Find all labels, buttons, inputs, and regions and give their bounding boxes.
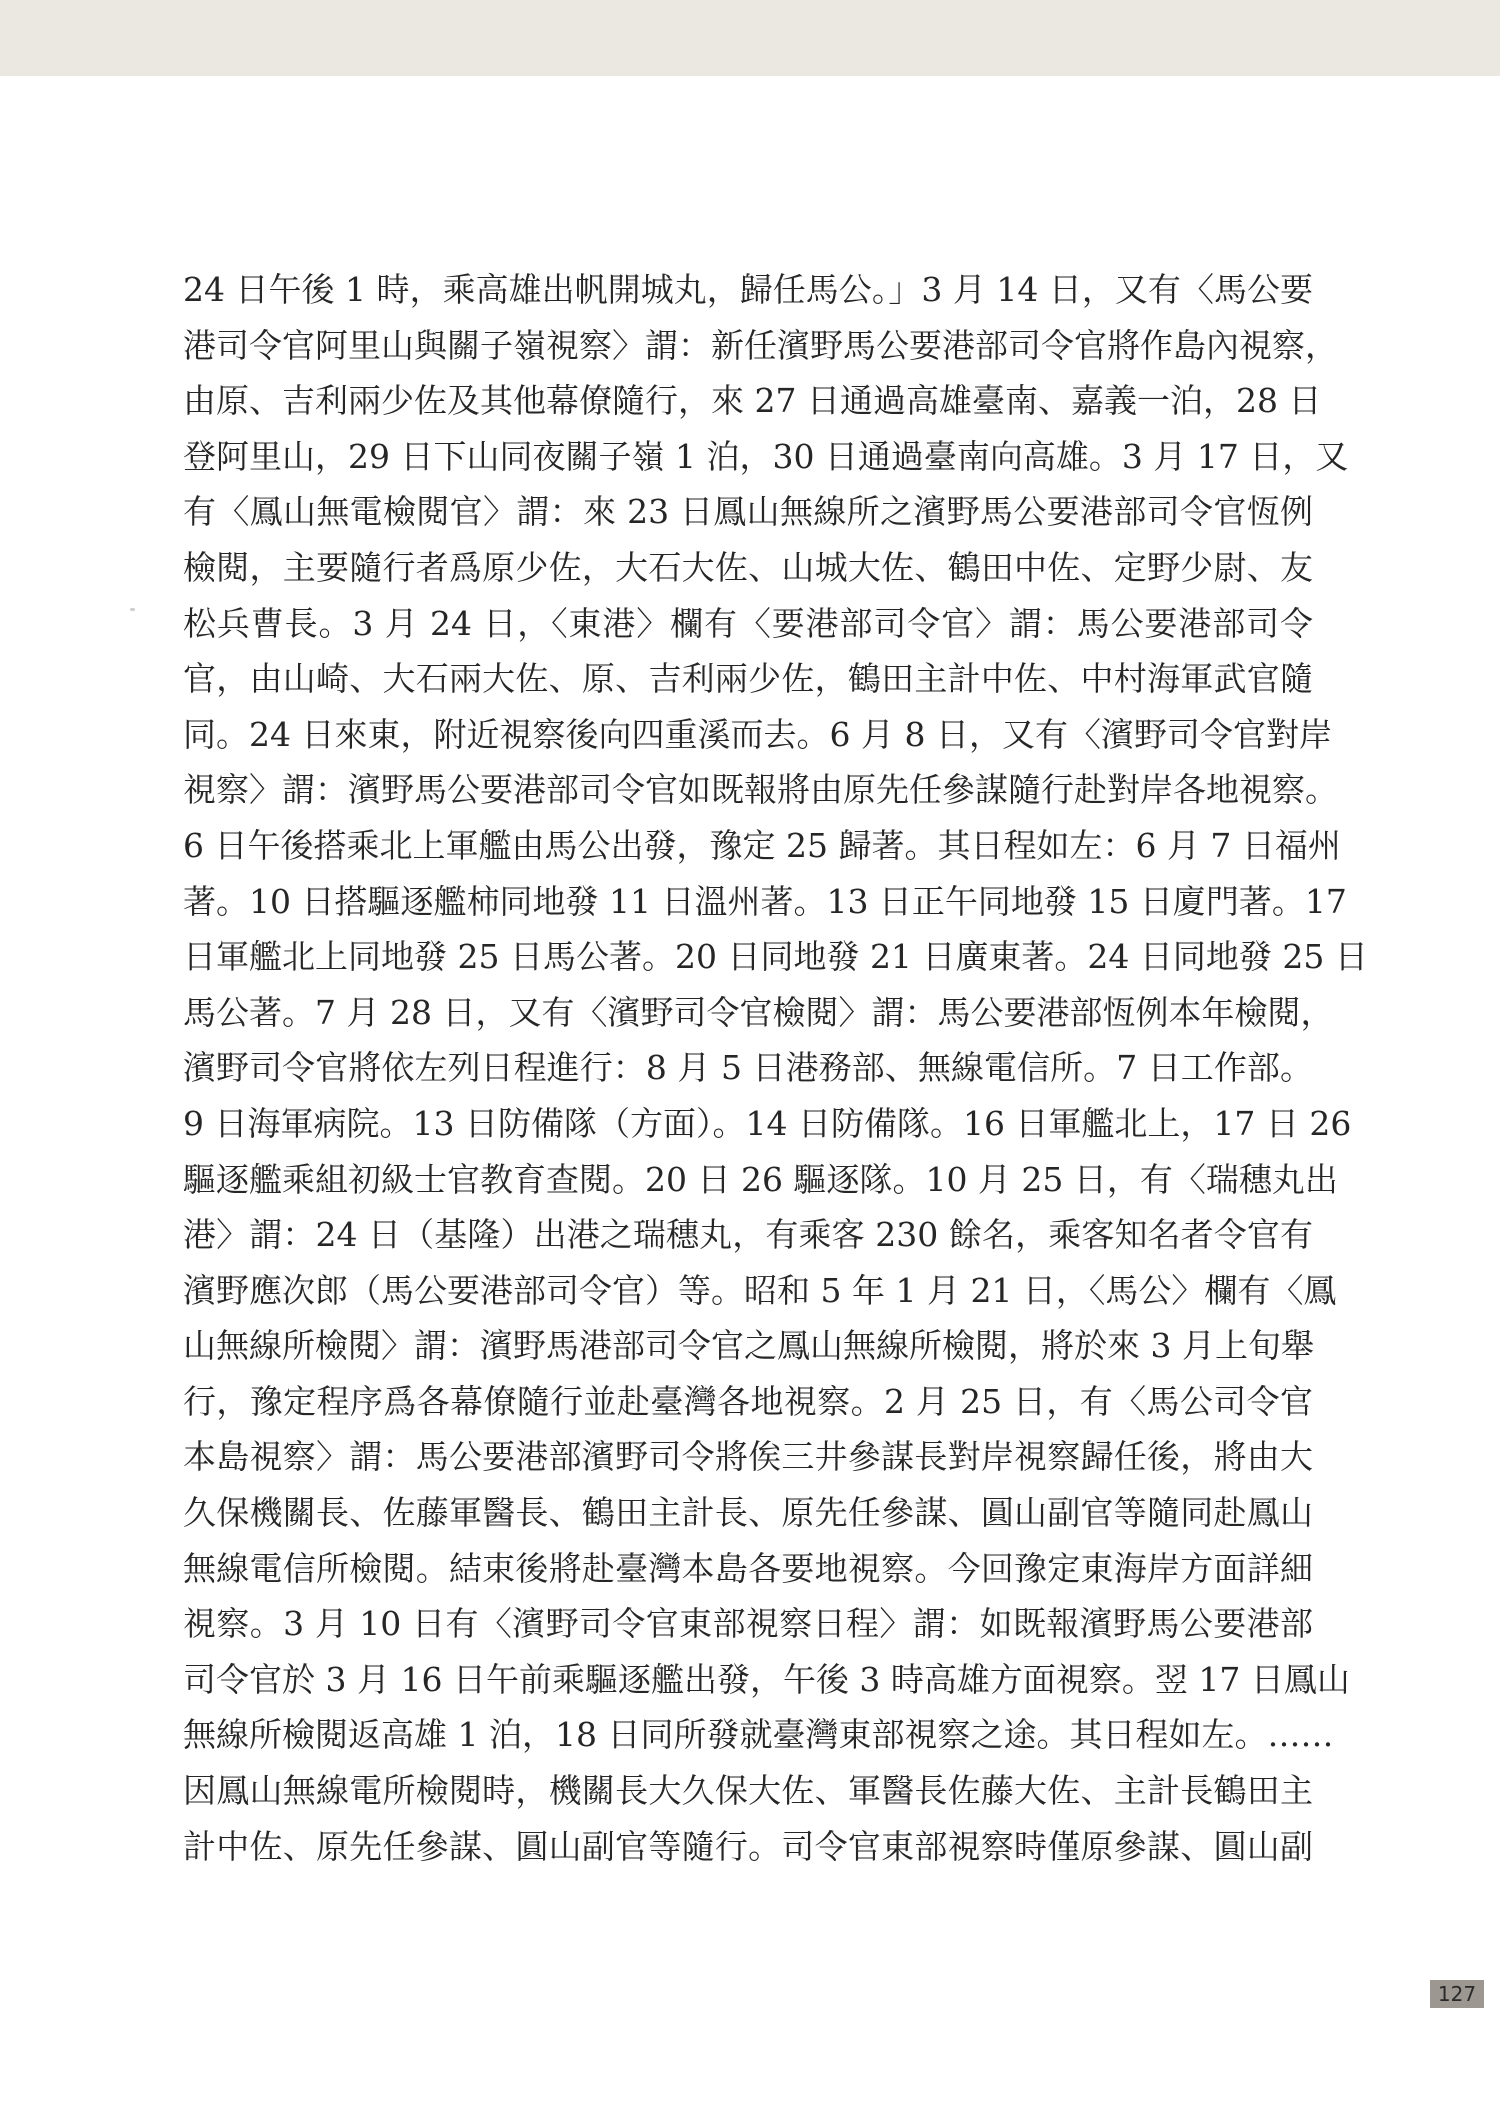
text-line: 著。10 日搭驅逐艦柿同地發 11 日溫州著。13 日正午同地發 15 日廈門著。17	[183, 881, 1347, 921]
text-line: 港〉謂：24 日（基隆）出港之瑞穗丸，有乘客 230 餘名，乘客知名者令官有	[183, 1215, 1313, 1255]
text-line: 官，由山崎、大石兩大佐、原、吉利兩少佐，鶴田主計中佐、中村海軍武官隨	[183, 659, 1313, 699]
page-number: 127	[1430, 1980, 1484, 2008]
text-line: 有〈鳳山無電檢閱官〉謂：來 23 日鳳山無線所之濱野馬公要港部司令官恆例	[183, 492, 1313, 532]
text-line: 視察。3 月 10 日有〈濱野司令官東部視察日程〉謂：如既報濱野馬公要港部	[183, 1604, 1313, 1644]
text-line: 松兵曹長。3 月 24 日，〈東港〉欄有〈要港部司令官〉謂：馬公要港部司令	[183, 603, 1313, 643]
text-line: 計中佐、原先任參謀、圓山副官等隨行。司令官東部視察時僅原參謀、圓山副	[183, 1826, 1313, 1866]
text-line: 日軍艦北上同地發 25 日馬公著。20 日同地發 21 日廣東著。24 日同地發 25 日	[183, 937, 1368, 977]
text-line: 驅逐艦乘組初級士官教育查閱。20 日 26 驅逐隊。10 月 25 日，有〈瑞穗丸出	[183, 1159, 1338, 1199]
text-line: 馬公著。7 月 28 日，又有〈濱野司令官檢閱〉謂：馬公要港部恆例本年檢閱，	[183, 992, 1334, 1032]
text-line: 由原、吉利兩少佐及其他幕僚隨行，來 27 日通過高雄臺南、嘉義一泊，28 日	[183, 381, 1322, 421]
scan-top-band	[0, 0, 1500, 76]
body-text	[183, 262, 1368, 1874]
text-line: 久保機關長、佐藤軍醫長、鶴田主計長、原先任參謀、圓山副官等隨同赴鳳山	[183, 1493, 1313, 1533]
text-line: 行，豫定程序爲各幕僚隨行並赴臺灣各地視察。2 月 25 日，有〈馬公司令官	[183, 1381, 1313, 1421]
text-line: 9 日海軍病院。13 日防備隊（方面）。14 日防備隊。16 日軍艦北上，17 日 26	[183, 1103, 1352, 1143]
text-line: 濱野應次郎（馬公要港部司令官）等。昭和 5 年 1 月 21 日，〈馬公〉欄有〈鳳	[183, 1270, 1337, 1310]
text-line: 6 日午後搭乘北上軍艦由馬公出發，豫定 25 歸著。其日程如左：6 月 7 日福州	[183, 825, 1341, 865]
text-line: 同。24 日來東，附近視察後向四重溪而去。6 月 8 日，又有〈濱野司令官對岸	[183, 714, 1332, 754]
text-line: 濱野司令官將依左列日程進行：8 月 5 日港務部、無線電信所。7 日工作部。	[183, 1048, 1313, 1088]
text-line: 無線電信所檢閱。結束後將赴臺灣本島各要地視察。今回豫定東海岸方面詳細	[183, 1548, 1313, 1588]
text-line: 因鳳山無線電所檢閱時，機關長大久保大佐、軍醫長佐藤大佐、主計長鶴田主	[183, 1771, 1313, 1811]
text-line: 司令官於 3 月 16 日午前乘驅逐艦出發，午後 3 時高雄方面視察。翌 17 日鳳山	[183, 1659, 1350, 1699]
text-line: 本島視察〉謂：馬公要港部濱野司令將俟三井參謀長對岸視察歸任後，將由大	[183, 1437, 1313, 1477]
text-line: 港司令官阿里山與關子嶺視察〉謂：新任濱野馬公要港部司令官將作島內視察，	[183, 325, 1338, 365]
text-line: 山無線所檢閱〉謂：濱野馬港部司令官之鳳山無線所檢閱，將於來 3 月上旬舉	[183, 1326, 1314, 1366]
text-line: 登阿里山，29 日下山同夜關子嶺 1 泊，30 日通過臺南向高雄。3 月 17 日，又	[183, 436, 1349, 476]
text-line: 視察〉謂：濱野馬公要港部司令官如既報將由原先任參謀隨行赴對岸各地視察。	[183, 770, 1338, 810]
text-line: 24 日午後 1 時，乘高雄出帆開城丸，歸任馬公。」3 月 14 日，又有〈馬公要	[183, 270, 1313, 309]
scan-speck	[130, 608, 135, 611]
text-line: 檢閱，主要隨行者爲原少佐，大石大佐、山城大佐、鶴田中佐、定野少尉、友	[183, 547, 1313, 587]
text-line: 無線所檢閱返高雄 1 泊，18 日同所發就臺灣東部視察之途。其日程如左。……	[183, 1715, 1334, 1755]
